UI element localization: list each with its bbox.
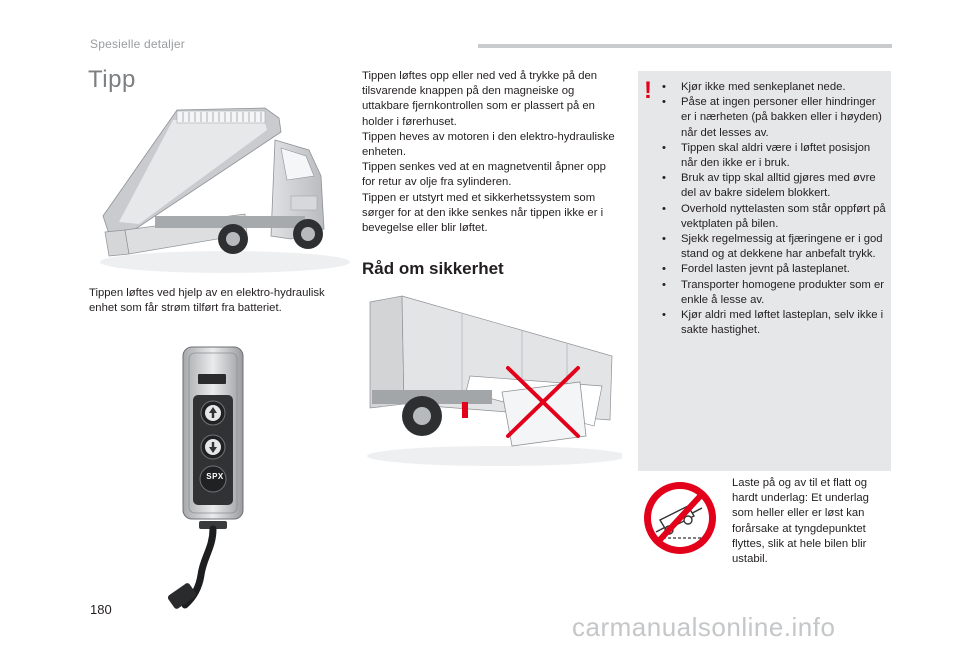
watermark: carmanualsonline.info [572,612,836,642]
description-paragraph: Tippen heves av motoren i den elektro-hydrauliske enheten. [362,130,615,159]
page-number: 180 [90,602,112,617]
list-item: • Kjør aldri med løftet lasteplan, selv ikke i sakte hastighet. [660,308,888,338]
safety-warning-list [660,80,888,338]
list-item: • Fordel lasten jevnt på lasteplanet. [660,262,888,277]
list-item: • Transporter homogene produkter som er enkle å lesse av. [660,278,888,308]
list-item: • Tippen skal aldri være i løftet posisjon når den ikke er i bruk. [660,141,888,171]
list-item: • Bruk av tipp skal alltid gjøres med øvre del av bakre sidelem blokkert. [660,171,888,201]
safety-heading: Råd om sikkerhet [362,259,504,278]
incorrect-use-illustration [362,294,622,468]
description-paragraph: Tippen senkes ved at en magnetventil åpner opp for retur av olje fra sylinderen. [362,161,606,189]
description-text [362,69,620,236]
list-item: • Kjør ikke med senkeplanet nede. [660,80,888,95]
description-paragraph: Tippen løftes opp eller ned ved å trykke på den tilsvarende knappen på den magneiske og uttakbare fjernkontrollen som er plassert på en holder i førerhuset. [362,70,598,128]
raised-tipper-illustration [95,104,350,276]
remote-spx-label: SPX [206,472,224,481]
list-item: • Sjekk regelmessig at fjæringene er i god stand og at dekkene har anbefalt trykk. [660,232,888,262]
header-divider [478,44,892,48]
warning-exclamation-icon: ! [644,77,652,104]
intro-caption: Tippen løftes ved hjelp av en elektro-hydraulisk enhet som får strøm tilført fra batteriet. [89,287,325,315]
description-paragraph: Tippen er utstyrt med et sikkerhetssystem som sørger for at den ikke senkes når tippen ikke er i bevegelse eller blir løftet. [362,191,604,235]
page-title: Tipp [88,66,136,93]
slope-prohibition-icon [642,480,718,556]
list-item: • Påse at ingen personer eller hindringer er i nærheten (på bakken eller i høyden) når det lesses av. [660,95,888,141]
section-header: Spesielle detaljer [90,37,185,51]
list-item: • Overhold nyttelasten som står oppført på vektplaten på bilen. [660,202,888,232]
ground-caption: Laste på og av til et flatt og hardt underlag: Et underlag som heller eller er løst kan forårsake at tyngdepunktet flyttes, slik at hele bilen blir ustabil. [732,477,869,566]
